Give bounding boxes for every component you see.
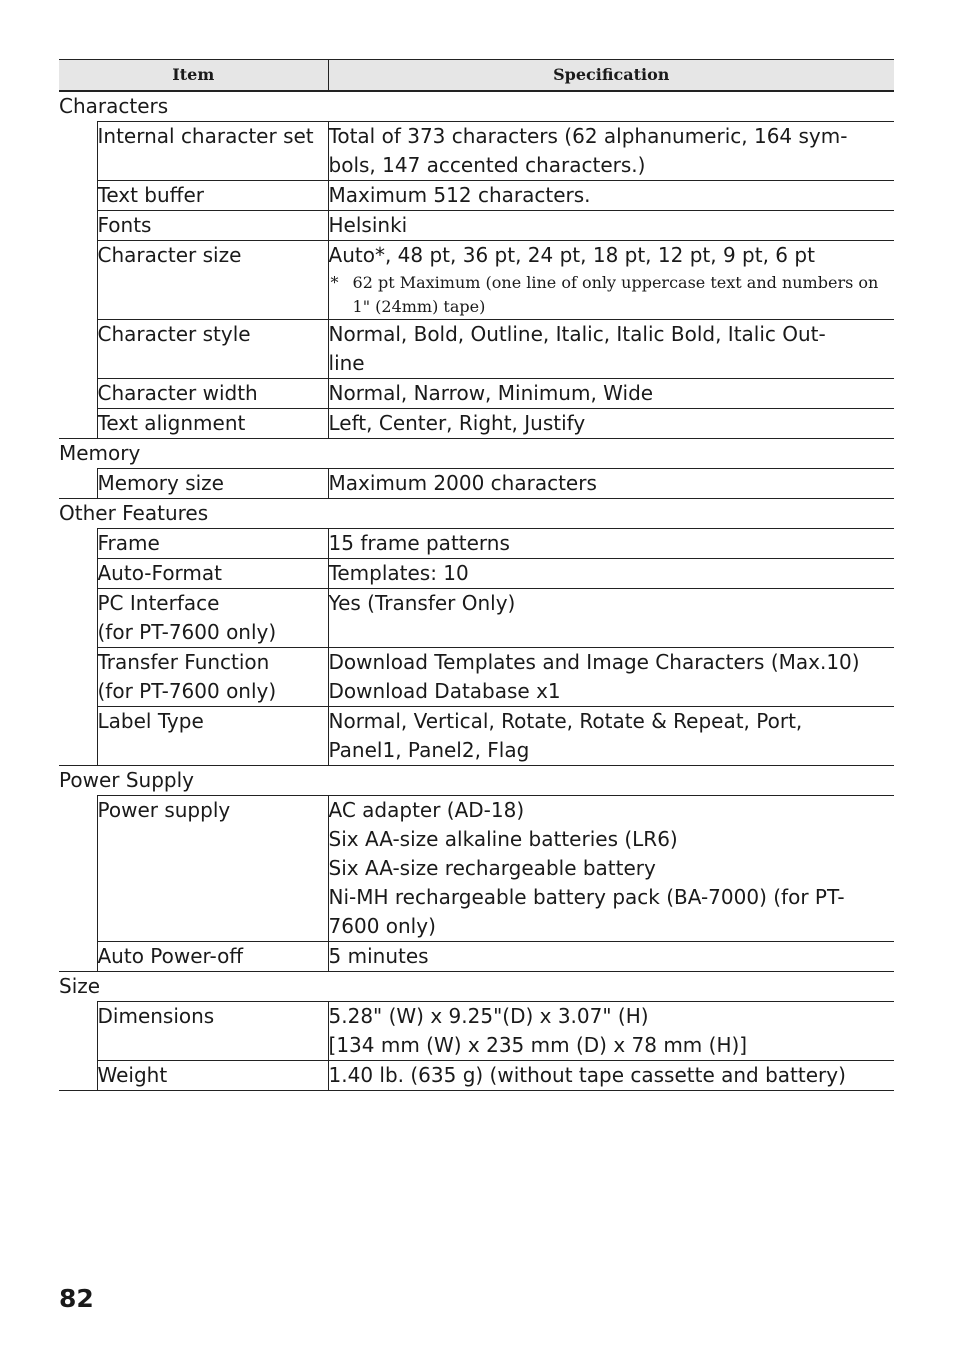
- section-title: Size: [59, 971, 894, 1001]
- specification-text: Normal, Vertical, Rotate, Rotate & Repeat, Port,: [328, 708, 803, 733]
- specification-cell: [328, 210, 894, 240]
- specification-cell: [328, 180, 894, 210]
- item-cell: [97, 647, 328, 706]
- item-label: PC Interface: [97, 590, 220, 615]
- section-row: [59, 498, 894, 528]
- item-label: Label Type: [97, 708, 204, 733]
- specification-text: Helsinki: [328, 212, 408, 237]
- specification-text: Download Database x1: [328, 678, 561, 703]
- item-label: Auto-Format: [97, 560, 223, 585]
- item-label: Character size: [97, 242, 242, 267]
- specification-text: line: [328, 350, 365, 375]
- table-bottom-rule: [59, 1090, 894, 1091]
- section-row: [59, 438, 894, 468]
- table-row: [59, 240, 894, 319]
- bottom-rule-cell: [59, 1090, 894, 1091]
- specification-cell: [328, 588, 894, 647]
- specification-text: Yes (Transfer Only): [328, 590, 516, 615]
- item-label: Memory size: [97, 470, 224, 495]
- table-row: [59, 378, 894, 408]
- specification-text: Ni-MH rechargeable battery pack (BA-7000) (for PT-: [328, 884, 845, 909]
- item-cell: [97, 378, 328, 408]
- specification-cell: [328, 1001, 894, 1060]
- specification-text: 5.28" (W) x 9.25"(D) x 3.07" (H): [328, 1003, 649, 1028]
- table-row: [59, 941, 894, 971]
- table-row: [59, 706, 894, 765]
- row-indent: [59, 588, 97, 647]
- specification-cell: [328, 1060, 894, 1090]
- section-title: Memory: [59, 438, 894, 468]
- row-indent: [59, 647, 97, 706]
- specification-text: Six AA-size alkaline batteries (LR6): [328, 826, 678, 851]
- row-indent: [59, 1001, 97, 1060]
- item-cell: [97, 558, 328, 588]
- section-title: Characters: [59, 93, 169, 118]
- row-indent: [59, 558, 97, 588]
- item-cell: [97, 408, 328, 438]
- table-body: [59, 91, 894, 1091]
- specification-text: Auto*, 48 pt, 36 pt, 24 pt, 18 pt, 12 pt, 9 pt, 6 pt: [328, 242, 815, 267]
- row-indent: [59, 319, 97, 378]
- item-cell: [97, 180, 328, 210]
- specification-text: 7600 only): [328, 913, 436, 938]
- row-indent: [59, 240, 97, 319]
- table-header-row: [59, 60, 894, 91]
- item-cell: [97, 941, 328, 971]
- section-row: [59, 971, 894, 1001]
- specification-text: Total of 373 characters (62 alphanumeric, 164 sym-: [328, 123, 848, 148]
- item-cell: [97, 1001, 328, 1060]
- row-indent: [59, 210, 97, 240]
- row-indent: [59, 121, 97, 180]
- row-indent: [59, 1060, 97, 1090]
- row-indent: [59, 408, 97, 438]
- specification-table: [59, 59, 894, 1091]
- item-label: (for PT-7600 only): [97, 678, 277, 703]
- specification-text: bols, 147 accented characters.): [328, 152, 646, 177]
- specification-text: Download Templates and Image Characters (Max.10): [328, 649, 860, 674]
- row-indent: [59, 528, 97, 558]
- table-row: [59, 647, 894, 706]
- section-title: Other Features: [59, 498, 894, 528]
- specification-text: Maximum 512 characters.: [328, 182, 591, 207]
- specification-text: Maximum 2000 characters: [328, 470, 597, 495]
- item-label: Internal character set: [97, 123, 314, 148]
- item-label: Power supply: [97, 797, 231, 822]
- item-label: (for PT-7600 only): [97, 619, 277, 644]
- item-cell: [97, 468, 328, 498]
- item-label: Weight: [97, 1062, 168, 1087]
- section-title: Power Supply: [59, 765, 894, 795]
- item-cell: [97, 240, 328, 319]
- section-row: [59, 765, 894, 795]
- page-number: 82: [59, 1284, 94, 1313]
- table-row: [59, 121, 894, 180]
- specification-text: AC adapter (AD-18): [328, 797, 525, 822]
- row-indent: [59, 378, 97, 408]
- specification-cell: [328, 319, 894, 378]
- footnote-text: 62 pt Maximum (one line of only uppercase text and numbers on 1" (24mm) tape): [352, 272, 879, 316]
- specification-cell: [328, 408, 894, 438]
- header-specification: Specification: [328, 60, 894, 91]
- item-label: Dimensions: [97, 1003, 215, 1028]
- item-label: Text alignment: [97, 410, 246, 435]
- footnote-mark: *: [330, 272, 339, 292]
- item-label: Fonts: [97, 212, 152, 237]
- specification-cell: [328, 528, 894, 558]
- item-label: Character width: [97, 380, 258, 405]
- footnote: [329, 271, 895, 319]
- item-cell: [97, 706, 328, 765]
- item-cell: [97, 795, 328, 941]
- table-row: [59, 588, 894, 647]
- table-row: [59, 468, 894, 498]
- row-indent: [59, 795, 97, 941]
- item-cell: [97, 588, 328, 647]
- specification-cell: [328, 558, 894, 588]
- row-indent: [59, 941, 97, 971]
- item-cell: [97, 210, 328, 240]
- item-label: Auto Power-off: [97, 943, 244, 968]
- specification-cell: [328, 941, 894, 971]
- specification-text: Left, Center, Right, Justify: [328, 410, 586, 435]
- item-label: Frame: [97, 530, 160, 555]
- table-row: [59, 319, 894, 378]
- specification-cell: [328, 240, 894, 319]
- item-cell: [97, 1060, 328, 1090]
- specification-text: Templates: 10: [328, 560, 469, 585]
- specification-cell: [328, 468, 894, 498]
- item-label: Character style: [97, 321, 251, 346]
- header-item: Item: [59, 60, 328, 91]
- specification-text: 1.40 lb. (635 g) (without tape cassette and battery): [328, 1062, 846, 1087]
- section-row: [59, 91, 894, 122]
- row-indent: [59, 180, 97, 210]
- item-cell: [97, 528, 328, 558]
- table-row: [59, 180, 894, 210]
- table-row: [59, 1060, 894, 1090]
- specification-text: 15 frame patterns: [328, 530, 510, 555]
- specification-cell: [328, 795, 894, 941]
- table-row: [59, 408, 894, 438]
- item-cell: [97, 319, 328, 378]
- table-row: [59, 795, 894, 941]
- specification-text: 5 minutes: [328, 943, 429, 968]
- item-cell: [97, 121, 328, 180]
- item-label: Text buffer: [97, 182, 204, 207]
- table-row: [59, 528, 894, 558]
- table-row: [59, 210, 894, 240]
- specification-cell: [328, 121, 894, 180]
- item-label: Transfer Function: [97, 649, 270, 674]
- specification-cell: [328, 378, 894, 408]
- specification-text: Normal, Bold, Outline, Italic, Italic Bold, Italic Out-: [328, 321, 826, 346]
- specification-text: [134 mm (W) x 235 mm (D) x 78 mm (H)]: [328, 1032, 748, 1057]
- row-indent: [59, 468, 97, 498]
- specification-text: Normal, Narrow, Minimum, Wide: [328, 380, 654, 405]
- specification-cell: [328, 706, 894, 765]
- specification-text: Panel1, Panel2, Flag: [328, 737, 530, 762]
- row-indent: [59, 706, 97, 765]
- table-row: [59, 558, 894, 588]
- table-row: [59, 1001, 894, 1060]
- specification-text: Six AA-size rechargeable battery: [328, 855, 656, 880]
- specification-cell: [328, 647, 894, 706]
